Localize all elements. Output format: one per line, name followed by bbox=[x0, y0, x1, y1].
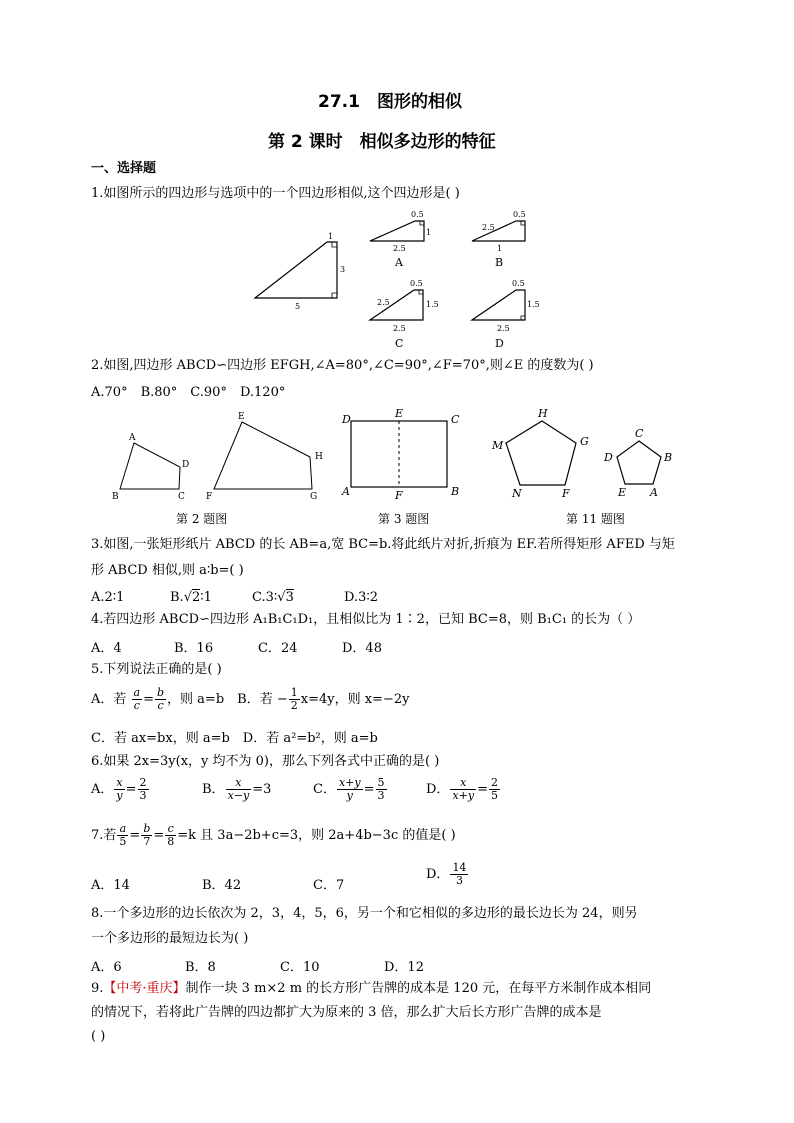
q11-label-a: A bbox=[650, 486, 658, 499]
option-letter: B． bbox=[202, 782, 225, 797]
q7-option-a: A．14 bbox=[91, 878, 130, 893]
q2-label-h: H bbox=[315, 452, 323, 462]
q11-label-d: D bbox=[604, 451, 613, 464]
q11-label-e: E bbox=[618, 486, 627, 499]
q7-option-d bbox=[426, 862, 469, 887]
q5-a-prefix: A．若 bbox=[91, 692, 127, 707]
denominator: 2 bbox=[290, 699, 298, 712]
q3-label-b: B bbox=[451, 485, 460, 498]
q9-number: 9. bbox=[91, 981, 104, 996]
q1-b-letter: B bbox=[495, 256, 504, 269]
q3-option-b bbox=[170, 590, 212, 605]
q11-label-c: C bbox=[635, 427, 644, 440]
numerator: 2 bbox=[490, 776, 498, 789]
q1-d-bottom: 2.5 bbox=[497, 324, 510, 333]
caption-figure-11: 第 11 题图 bbox=[566, 512, 625, 526]
q3-option-a: A.2∶1 bbox=[91, 590, 125, 605]
fraction bbox=[489, 777, 500, 802]
q7-suffix: =k 且 3a−2b+c=3，则 2a+4b−3c 的值是( ) bbox=[177, 828, 456, 843]
q3-option-c bbox=[252, 590, 294, 605]
denominator: 8 bbox=[167, 835, 175, 848]
q6-option-b bbox=[202, 777, 271, 802]
numerator: b bbox=[157, 686, 165, 699]
q3-label-e: E bbox=[395, 407, 404, 420]
fraction bbox=[450, 777, 476, 802]
q2-label-b: B bbox=[112, 492, 119, 502]
q8-option-d: D．12 bbox=[384, 960, 424, 975]
q1-c-side: 1.5 bbox=[426, 300, 439, 309]
q11-label-n: N bbox=[512, 487, 522, 500]
q2-label-c: C bbox=[178, 492, 185, 502]
fraction bbox=[132, 687, 143, 712]
q4-option-c: C．24 bbox=[258, 641, 298, 656]
q11-label-m: M bbox=[492, 439, 504, 452]
question-3-text-line1: 3.如图,一张矩形纸片 ABCD 的长 AB=a,宽 BC=b.将此纸片对折,折痕为 EF.若所得矩形 AFED 与矩 bbox=[91, 537, 675, 552]
section-title: 27.1 图形的相似 bbox=[318, 92, 462, 112]
part-heading: 一、选择题 bbox=[91, 161, 157, 176]
fraction bbox=[450, 862, 468, 887]
q2-label-d: D bbox=[182, 460, 190, 470]
q1-b-side: 2.5 bbox=[482, 223, 495, 232]
q8-option-a: A．6 bbox=[91, 960, 122, 975]
option-letter: D． bbox=[426, 782, 450, 797]
question-6-text: 6.如果 2x=3y(x，y 均不为 0)，那么下列各式中正确的是( ) bbox=[91, 754, 440, 769]
q3-option-b-radicand: 2 bbox=[191, 590, 201, 605]
q9-line1: 制作一块 3 m×2 m 的长方形广告牌的成本是 120 元，在每平方米制作成本相同 bbox=[185, 981, 652, 996]
q3-label-d: D bbox=[342, 413, 351, 426]
q1-c-letter: C bbox=[395, 337, 404, 350]
figure-row bbox=[100, 405, 690, 527]
q11-label-b: B bbox=[664, 451, 673, 464]
q11-label-g: G bbox=[580, 435, 589, 448]
numerator: 2 bbox=[139, 776, 147, 789]
denominator: c bbox=[157, 699, 164, 712]
q3-label-c: C bbox=[451, 413, 460, 426]
denominator: c bbox=[133, 699, 140, 712]
option-letter: A． bbox=[91, 782, 114, 797]
question-1-figure bbox=[250, 208, 550, 356]
denominator: 7 bbox=[143, 835, 151, 848]
q3-option-c-prefix: C.3∶ bbox=[252, 590, 278, 605]
denominator: y bbox=[346, 789, 353, 802]
q1-option-a-figure bbox=[370, 210, 431, 269]
numerator: 5 bbox=[377, 776, 385, 789]
numerator: 14 bbox=[452, 861, 467, 874]
q8-option-b: B．8 bbox=[185, 960, 216, 975]
denominator: x+y bbox=[452, 789, 475, 802]
numerator: b bbox=[143, 822, 151, 835]
q1-a-letter: A bbox=[395, 256, 403, 269]
q3-label-f: F bbox=[395, 489, 403, 502]
q7-option-c: C．7 bbox=[313, 878, 345, 893]
question-1-text: 1.如图所示的四边形与选项中的一个四边形相似,这个四边形是( ) bbox=[91, 186, 460, 201]
q3-option-d: D.3∶2 bbox=[344, 590, 379, 605]
numerator: x bbox=[116, 776, 123, 789]
question-8-text-line2: 一个多边形的最短边长为( ) bbox=[91, 931, 249, 946]
q1-c-slant: 2.5 bbox=[377, 298, 390, 307]
numerator: c bbox=[165, 823, 176, 836]
figure-q2 bbox=[112, 412, 323, 502]
q1-c-bottom: 2.5 bbox=[393, 324, 406, 333]
denominator: 5 bbox=[490, 789, 498, 802]
q1-d-top: 0.5 bbox=[512, 279, 525, 288]
question-4-text: 4.若四边形 ABCD∽四边形 A₁B₁C₁D₁，且相似比为 1∶2，已知 BC=8，则 B₁C₁ 的长为（ ） bbox=[91, 612, 641, 627]
question-2-options: A.70° B.80° C.90° D.120° bbox=[91, 385, 286, 400]
q1-main-side-label: 3 bbox=[340, 265, 346, 274]
fraction bbox=[117, 823, 128, 848]
numerator: x bbox=[226, 777, 252, 790]
q4-option-d: D．48 bbox=[342, 641, 382, 656]
q1-option-d-figure bbox=[472, 279, 540, 350]
q11-label-f: F bbox=[562, 487, 570, 500]
q2-label-g: G bbox=[310, 492, 318, 502]
q1-option-c-figure bbox=[370, 279, 439, 350]
q6-option-c bbox=[313, 777, 388, 802]
fraction bbox=[138, 777, 149, 802]
q1-main-top-label: 1 bbox=[328, 232, 334, 241]
fraction bbox=[114, 777, 124, 802]
fraction bbox=[226, 777, 252, 802]
fraction bbox=[141, 823, 152, 848]
option-letter: D． bbox=[426, 867, 450, 882]
q1-d-side: 1.5 bbox=[527, 300, 540, 309]
q3-option-c-radicand: 3 bbox=[285, 590, 294, 605]
figure-q11 bbox=[491, 407, 672, 500]
numerator: 1 bbox=[290, 686, 298, 699]
q1-b-top: 0.5 bbox=[513, 210, 526, 219]
q1-c-top: 0.5 bbox=[410, 279, 423, 288]
q1-main-trapezoid bbox=[255, 232, 345, 311]
q6-option-d bbox=[426, 777, 501, 802]
q4-option-b: B．16 bbox=[174, 641, 214, 656]
question-2-text: 2.如图,四边形 ABCD∽四边形 EFGH,∠A=80°,∠C=90°,∠F=70°,则∠E 的度数为( ) bbox=[91, 358, 594, 373]
denominator: x−y bbox=[227, 789, 250, 802]
q5-b-suffix: x=4y，则 x=−2y bbox=[300, 692, 410, 707]
denominator: y bbox=[116, 789, 123, 802]
equals: =3 bbox=[252, 782, 272, 797]
question-7-text: 7.若 $\frac{a}{5}$ = $\frac{b}{7}$ = $\frac{c}{8}$ =k 且 3a−2b+c=3，则 2a+4b−3c 的值是( ) bbox=[91, 822, 456, 848]
fraction bbox=[165, 823, 176, 848]
q8-option-c: C．10 bbox=[280, 960, 320, 975]
lesson-title: 第 2 课时 相似多边形的特征 bbox=[268, 132, 496, 152]
option-letter: C． bbox=[313, 782, 336, 797]
q5-options-line2: C．若 ax=bx，则 a=b D．若 a²=b²，则 a=b bbox=[91, 731, 378, 746]
q1-d-letter: D bbox=[495, 337, 504, 350]
caption-figure-3: 第 3 题图 bbox=[378, 512, 430, 526]
q1-main-bottom-label: 5 bbox=[295, 302, 301, 311]
question-9-text-line1 bbox=[91, 980, 651, 998]
fraction bbox=[337, 777, 363, 802]
q1-b-bottom: 1 bbox=[497, 244, 503, 253]
q1-a-top: 0.5 bbox=[411, 210, 424, 219]
equals: = bbox=[477, 782, 488, 797]
q1-a-bottom: 2.5 bbox=[393, 244, 406, 253]
q5-a-middle: ，则 a=b B．若 − bbox=[167, 692, 288, 707]
sqrt-symbol: √ bbox=[277, 590, 286, 605]
fraction bbox=[289, 687, 300, 712]
equals: = bbox=[125, 782, 137, 797]
source-tag: 【中考·重庆】 bbox=[103, 981, 186, 996]
q7-prefix: 7.若 bbox=[91, 828, 117, 843]
q3-option-b-prefix: B. bbox=[170, 590, 184, 605]
equals: = bbox=[363, 782, 375, 797]
q11-label-h: H bbox=[538, 407, 548, 420]
numerator: a bbox=[133, 686, 141, 699]
numerator: a bbox=[117, 823, 128, 836]
question-3-text-line2: 形 ABCD 相似,则 a∶b=( ) bbox=[91, 563, 244, 578]
q5-options-line1: A．若 $\frac{a}{c}$ = $\frac{b}{c}$ ，则 a=b B．若 − $\frac{1}{2}$ x=4y，则 x=−2y bbox=[91, 686, 410, 712]
caption-figure-2: 第 2 题图 bbox=[176, 512, 228, 526]
figure-q3 bbox=[341, 407, 460, 502]
denominator: 3 bbox=[139, 789, 147, 802]
sqrt-symbol: √ bbox=[183, 590, 192, 605]
fraction bbox=[155, 687, 166, 712]
question-5-text: 5.下列说法正确的是( ) bbox=[91, 662, 222, 677]
numerator: x+y bbox=[338, 776, 361, 789]
question-9-text-line2: 的情况下，若将此广告牌的四边都扩大为原来的 3 倍，那么扩大后长方形广告牌的成本是 bbox=[91, 1005, 602, 1020]
numerator: x bbox=[450, 777, 476, 790]
q4-option-a: A．4 bbox=[91, 641, 122, 656]
q7-option-b: B．42 bbox=[202, 878, 242, 893]
denominator: 3 bbox=[455, 874, 463, 887]
denominator: 3 bbox=[377, 789, 385, 802]
q3-option-b-suffix: ∶1 bbox=[200, 590, 212, 605]
q3-label-a: A bbox=[342, 485, 350, 498]
q2-label-f: F bbox=[206, 492, 213, 502]
q6-option-a bbox=[91, 777, 150, 802]
q2-label-a: A bbox=[129, 433, 136, 443]
question-9-text-line3: ( ) bbox=[91, 1029, 106, 1044]
q1-a-side: 1 bbox=[426, 228, 432, 237]
q2-label-e: E bbox=[238, 412, 245, 422]
fraction bbox=[376, 777, 387, 802]
denominator: 5 bbox=[119, 835, 127, 848]
question-8-text-line1: 8.一个多边形的边长依次为 2，3，4，5，6，另一个和它相似的多边形的最长边长为 24，则另 bbox=[91, 906, 638, 921]
q1-option-b-figure bbox=[472, 210, 526, 269]
